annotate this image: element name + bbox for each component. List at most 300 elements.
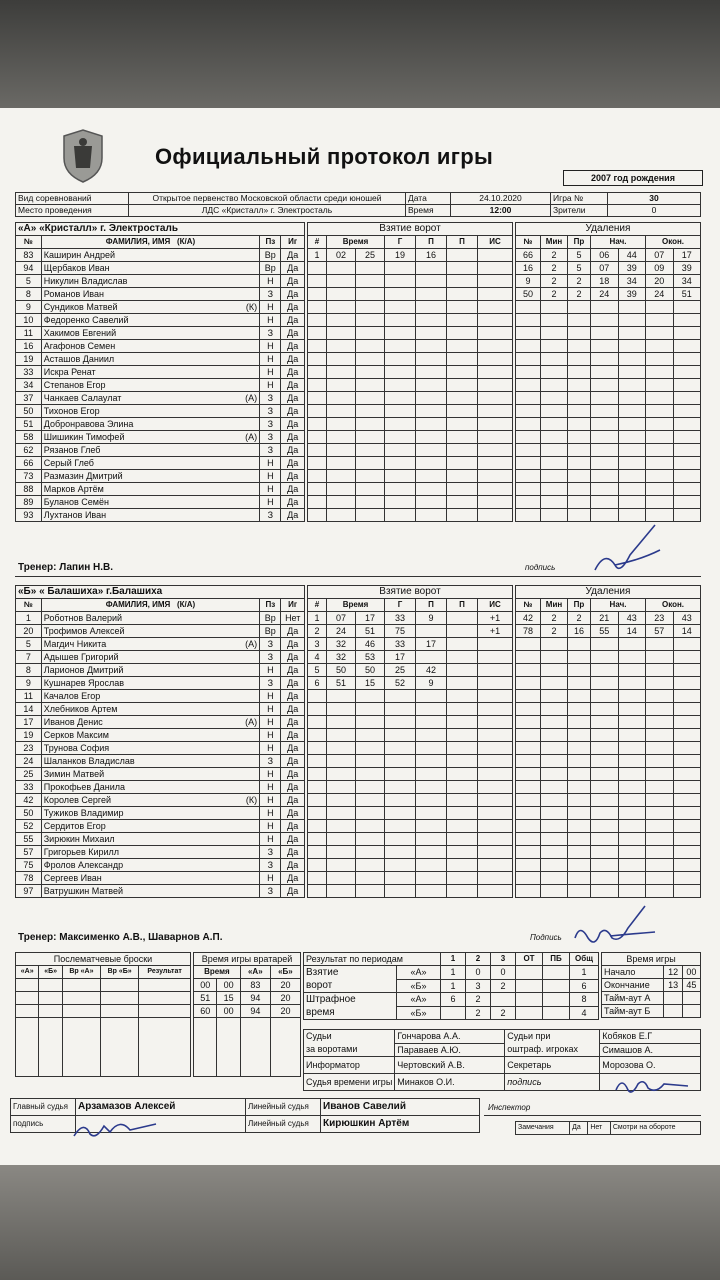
player-row xyxy=(16,690,305,703)
penalty-minutes xyxy=(541,690,568,703)
goal-row xyxy=(308,379,513,392)
penalty-end-min xyxy=(646,379,674,392)
penalty-row xyxy=(516,859,701,872)
goal-assist-2 xyxy=(447,820,478,833)
goal-number xyxy=(308,340,327,353)
pim-a-so xyxy=(543,993,570,1007)
player-name-cell xyxy=(41,690,259,703)
penalty-reason xyxy=(568,496,591,509)
goal-row xyxy=(308,690,513,703)
goal-situation xyxy=(478,379,513,392)
penalty-player xyxy=(516,872,541,885)
player-position: Н xyxy=(260,314,281,327)
player-name: Тихонов Егор xyxy=(43,406,100,416)
player-played: Да xyxy=(281,781,305,794)
player-position: Вр xyxy=(260,612,281,625)
period-results-table xyxy=(303,952,599,1020)
penalty-start-min xyxy=(591,327,619,340)
player-name-cell xyxy=(41,872,259,885)
goal-second: 46 xyxy=(356,638,385,651)
goal-situation xyxy=(478,651,513,664)
col-pz: Пз xyxy=(260,236,281,249)
player-played: Да xyxy=(281,366,305,379)
penalty-start-sec: 44 xyxy=(618,249,646,262)
col-p-start: Нач. xyxy=(591,599,646,612)
penalty-player xyxy=(516,483,541,496)
player-row xyxy=(16,431,305,444)
goal-number xyxy=(308,755,327,768)
player-row xyxy=(16,262,305,275)
goal-assist-2 xyxy=(447,405,478,418)
penalty-minutes xyxy=(541,638,568,651)
goal-row xyxy=(308,820,513,833)
goal-assist-2 xyxy=(447,859,478,872)
goal-assist-2 xyxy=(447,457,478,470)
end-minute: 45 xyxy=(682,979,700,992)
goal-number xyxy=(308,820,327,833)
goal-row xyxy=(308,288,513,301)
player-name-cell xyxy=(41,859,259,872)
goal-number: 6 xyxy=(308,677,327,690)
penalty-row xyxy=(516,651,701,664)
goal-row xyxy=(308,677,513,690)
goal-scorer xyxy=(385,275,416,288)
goalie-sec: 00 xyxy=(217,979,240,992)
penalty-player xyxy=(516,301,541,314)
player-number: 33 xyxy=(16,366,42,379)
team-a-short: «А» xyxy=(397,966,441,980)
game-value: 30 xyxy=(608,193,701,205)
player-name-cell xyxy=(41,677,259,690)
penalty-reason xyxy=(568,301,591,314)
penalty-minutes xyxy=(541,794,568,807)
col-g-time: Время xyxy=(327,236,385,249)
player-number: 20 xyxy=(16,625,42,638)
goalie-row xyxy=(194,1005,301,1018)
goals-b-total: 6 xyxy=(570,979,599,993)
shootout-col-b: «Б» xyxy=(39,966,62,979)
goal-assist-1 xyxy=(416,457,447,470)
player-position: Н xyxy=(260,483,281,496)
goal-situation xyxy=(478,301,513,314)
penalty-reason xyxy=(568,716,591,729)
player-position: Н xyxy=(260,301,281,314)
penalty-minutes xyxy=(541,729,568,742)
goal-minute xyxy=(327,820,356,833)
photo-background-bottom xyxy=(0,1165,720,1280)
penalty-end-sec xyxy=(673,768,701,781)
goal-scorer xyxy=(385,729,416,742)
penalty-reason xyxy=(568,846,591,859)
penalty-start-min xyxy=(591,781,619,794)
goal-assist-1 xyxy=(416,742,447,755)
penalty-minutes xyxy=(541,353,568,366)
goal-scorer xyxy=(385,470,416,483)
penalty-player: 16 xyxy=(516,262,541,275)
main-referee-sign-label: подпись xyxy=(11,1116,76,1133)
penalty-start-min xyxy=(591,366,619,379)
penalty-start-min: 55 xyxy=(591,625,619,638)
goal-assist-1 xyxy=(416,470,447,483)
penalty-end-min xyxy=(646,340,674,353)
goalie-min: 60 xyxy=(194,1005,217,1018)
player-played: Да xyxy=(281,288,305,301)
goal-minute xyxy=(327,807,356,820)
player-position: З xyxy=(260,405,281,418)
goal-assist-1 xyxy=(416,418,447,431)
remarks-see-back: Смотри на обороте xyxy=(610,1122,700,1135)
penalty-start-min xyxy=(591,379,619,392)
goal-second xyxy=(356,807,385,820)
goal-row xyxy=(308,742,513,755)
goal-assist-1 xyxy=(416,275,447,288)
start-minute: 00 xyxy=(682,966,700,979)
penalty-minutes xyxy=(541,457,568,470)
goal-assist-2 xyxy=(447,638,478,651)
goalie-col-b: «Б» xyxy=(270,966,300,979)
goal-number: 2 xyxy=(308,625,327,638)
penalty-end-min xyxy=(646,690,674,703)
goal-row xyxy=(308,249,513,262)
pim-b-ot xyxy=(516,1006,543,1020)
player-position: З xyxy=(260,677,281,690)
pim-label-2: время xyxy=(306,1007,335,1018)
penalty-row xyxy=(516,457,701,470)
penalty-player xyxy=(516,470,541,483)
period-col-ot: ОТ xyxy=(516,953,543,966)
penalty-start-sec xyxy=(618,755,646,768)
penalty-row xyxy=(516,470,701,483)
player-name-cell xyxy=(41,327,259,340)
player-name-cell xyxy=(41,664,259,677)
penalty-start-sec xyxy=(618,742,646,755)
penalty-start-min xyxy=(591,885,619,898)
penalty-row xyxy=(516,431,701,444)
penalty-end-sec: 51 xyxy=(673,288,701,301)
penalty-player xyxy=(516,885,541,898)
player-name-cell xyxy=(41,405,259,418)
goal-second xyxy=(356,457,385,470)
penalty-reason xyxy=(568,872,591,885)
goal-row xyxy=(308,872,513,885)
penalty-end-min xyxy=(646,807,674,820)
goal-assist-1 xyxy=(416,625,447,638)
goal-minute xyxy=(327,690,356,703)
start-hour: 12 xyxy=(664,966,682,979)
penalty-start-sec xyxy=(618,418,646,431)
team-b-goals xyxy=(307,585,513,898)
player-played: Да xyxy=(281,690,305,703)
goal-situation xyxy=(478,288,513,301)
goal-assist-2 xyxy=(447,833,478,846)
goalie-b: 20 xyxy=(270,992,300,1005)
goal-situation xyxy=(478,340,513,353)
penalty-end-min xyxy=(646,820,674,833)
penalty-minutes xyxy=(541,483,568,496)
inspector-line xyxy=(484,1115,701,1116)
player-name-cell xyxy=(41,431,259,444)
player-number: 11 xyxy=(16,690,42,703)
goal-assist-1 xyxy=(416,327,447,340)
penalty-reason: 16 xyxy=(568,625,591,638)
goal-second xyxy=(356,392,385,405)
player-position: Н xyxy=(260,457,281,470)
goal-second xyxy=(356,353,385,366)
penalty-start-min: 18 xyxy=(591,275,619,288)
penalty-player xyxy=(516,729,541,742)
player-row xyxy=(16,392,305,405)
goal-assist-2 xyxy=(447,509,478,522)
penalty-row xyxy=(516,275,701,288)
remarks-label: Замечания xyxy=(516,1122,570,1135)
player-name-cell xyxy=(41,379,259,392)
goal-minute xyxy=(327,431,356,444)
penalty-end-min xyxy=(646,405,674,418)
goal-assist-1 xyxy=(416,833,447,846)
main-referee-name: Арзамазов Алексей xyxy=(76,1099,246,1116)
player-played: Да xyxy=(281,431,305,444)
game-time-title: Время игры xyxy=(602,953,701,966)
penalty-end-min xyxy=(646,742,674,755)
goal-assist-2 xyxy=(447,249,478,262)
penalty-minutes xyxy=(541,755,568,768)
goalie-col-time: Время xyxy=(194,966,241,979)
col-p-end: Окон. xyxy=(646,236,701,249)
player-played: Да xyxy=(281,872,305,885)
goal-scorer xyxy=(385,781,416,794)
goal-assist-2 xyxy=(447,625,478,638)
penalty-row xyxy=(516,327,701,340)
goal-assist-1 xyxy=(416,846,447,859)
player-row xyxy=(16,444,305,457)
penalty-minutes xyxy=(541,509,568,522)
player-name-cell xyxy=(41,509,259,522)
goal-number xyxy=(308,742,327,755)
player-played: Да xyxy=(281,716,305,729)
penalty-start-sec xyxy=(618,651,646,664)
penalty-player xyxy=(516,340,541,353)
penalty-end-min: 24 xyxy=(646,288,674,301)
goal-assist-2 xyxy=(447,794,478,807)
pim-b-p2: 2 xyxy=(466,1006,491,1020)
player-number: 9 xyxy=(16,301,42,314)
player-played: Да xyxy=(281,327,305,340)
penalty-reason xyxy=(568,314,591,327)
penalty-reason xyxy=(568,729,591,742)
penalty-end-sec xyxy=(673,742,701,755)
player-position: З xyxy=(260,755,281,768)
penalty-minutes: 2 xyxy=(541,262,568,275)
goal-assist-1 xyxy=(416,885,447,898)
player-row xyxy=(16,301,305,314)
goal-situation xyxy=(478,353,513,366)
penalty-start-sec xyxy=(618,820,646,833)
goal-situation: +1 xyxy=(478,612,513,625)
player-number: 8 xyxy=(16,664,42,677)
penalty-start-sec xyxy=(618,392,646,405)
goal-second xyxy=(356,833,385,846)
player-number: 89 xyxy=(16,496,42,509)
player-position: Н xyxy=(260,807,281,820)
penalty-player xyxy=(516,379,541,392)
penalty-start-min xyxy=(591,431,619,444)
penalty-minutes: 2 xyxy=(541,612,568,625)
goal-situation xyxy=(478,327,513,340)
player-name-cell xyxy=(41,638,259,651)
player-name-cell xyxy=(41,781,259,794)
coach-name: Максименко А.В., Шаварнов А.П. xyxy=(59,932,223,943)
goal-assist-2 xyxy=(447,301,478,314)
team-b-coach-signature xyxy=(570,898,660,953)
goalie-b: 20 xyxy=(270,1005,300,1018)
player-played: Да xyxy=(281,444,305,457)
goal-row xyxy=(308,833,513,846)
penalty-minutes xyxy=(541,470,568,483)
penalty-row xyxy=(516,846,701,859)
player-position: Н xyxy=(260,664,281,677)
goal-number xyxy=(308,781,327,794)
remarks-yes: Да xyxy=(570,1122,588,1135)
penalty-start-sec xyxy=(618,638,646,651)
goal-situation xyxy=(478,755,513,768)
player-name-cell xyxy=(41,612,259,625)
player-row xyxy=(16,470,305,483)
penalty-reason xyxy=(568,664,591,677)
player-row xyxy=(16,249,305,262)
penalty-reason xyxy=(568,794,591,807)
goal-row xyxy=(308,509,513,522)
penalty-end-sec xyxy=(673,366,701,379)
player-number: 62 xyxy=(16,444,42,457)
player-name-cell xyxy=(41,483,259,496)
penalty-reason xyxy=(568,353,591,366)
player-name: Федоренко Савелий xyxy=(43,315,129,325)
player-name: Сундиков Матвей xyxy=(43,302,118,312)
goal-minute xyxy=(327,327,356,340)
goal-situation xyxy=(478,483,513,496)
penalty-reason: 5 xyxy=(568,249,591,262)
player-played: Да xyxy=(281,833,305,846)
player-name: Иванов Денис xyxy=(43,717,103,727)
penalty-reason: 2 xyxy=(568,288,591,301)
goal-scorer xyxy=(385,288,416,301)
player-position: Н xyxy=(260,794,281,807)
goal-second: 15 xyxy=(356,677,385,690)
periods-title: Результат по периодам xyxy=(304,953,441,966)
penalty-end-sec: 34 xyxy=(673,275,701,288)
goal-number xyxy=(308,509,327,522)
penalty-start-sec xyxy=(618,366,646,379)
player-row xyxy=(16,664,305,677)
player-name-cell xyxy=(41,716,259,729)
goal-scorer: 33 xyxy=(385,612,416,625)
player-name-cell xyxy=(41,768,259,781)
player-position: З xyxy=(260,651,281,664)
team-b-short: «Б» xyxy=(397,1006,441,1020)
penalty-end-min: 07 xyxy=(646,249,674,262)
player-row xyxy=(16,781,305,794)
goal-minute xyxy=(327,301,356,314)
penalty-player xyxy=(516,444,541,457)
player-position: З xyxy=(260,846,281,859)
goal-scorer: 25 xyxy=(385,664,416,677)
goal-number xyxy=(308,353,327,366)
goal-number xyxy=(308,301,327,314)
goal-row xyxy=(308,301,513,314)
goal-assist-1 xyxy=(416,794,447,807)
penalty-start-min xyxy=(591,807,619,820)
player-row xyxy=(16,885,305,898)
player-name: Добронравова Элина xyxy=(43,419,134,429)
goal-row xyxy=(308,366,513,379)
penalty-start-sec xyxy=(618,444,646,457)
goal-minute: 02 xyxy=(327,249,356,262)
penalty-row xyxy=(516,833,701,846)
player-name-cell xyxy=(41,885,259,898)
penalty-end-min xyxy=(646,638,674,651)
goalie-row xyxy=(194,992,301,1005)
goal-minute xyxy=(327,509,356,522)
pim-a-p1: 6 xyxy=(441,993,466,1007)
penalty-start-min xyxy=(591,859,619,872)
col-ig: Иг xyxy=(281,599,305,612)
goal-scorer xyxy=(385,509,416,522)
player-number: 11 xyxy=(16,327,42,340)
penalty-start-min xyxy=(591,846,619,859)
team-a-coach-signature xyxy=(585,520,665,580)
goal-minute xyxy=(327,340,356,353)
player-position: З xyxy=(260,418,281,431)
player-row xyxy=(16,638,305,651)
shootout-title: Послематчевые броски xyxy=(16,953,191,966)
player-position: Вр xyxy=(260,625,281,638)
penalty-end-min xyxy=(646,418,674,431)
penalty-start-min xyxy=(591,457,619,470)
col-p-num: № xyxy=(516,236,541,249)
penalty-minutes xyxy=(541,742,568,755)
penalty-row xyxy=(516,794,701,807)
goal-minute xyxy=(327,314,356,327)
player-name: Лухтанов Иван xyxy=(43,510,107,520)
penalty-start-min xyxy=(591,716,619,729)
penalty-player: 78 xyxy=(516,625,541,638)
goal-second xyxy=(356,366,385,379)
goal-scorer xyxy=(385,366,416,379)
penalty-player xyxy=(516,314,541,327)
penalty-reason xyxy=(568,431,591,444)
team-a-name: «А» «Кристалл» г. Электросталь xyxy=(16,223,305,236)
player-position: Н xyxy=(260,820,281,833)
player-played: Да xyxy=(281,846,305,859)
goal-number xyxy=(308,392,327,405)
goal-second xyxy=(356,820,385,833)
goal-number xyxy=(308,418,327,431)
pen-title: Удаления xyxy=(516,586,701,599)
penalty-start-sec: 39 xyxy=(618,262,646,275)
penalty-player xyxy=(516,509,541,522)
penalty-row xyxy=(516,288,701,301)
goal-number xyxy=(308,703,327,716)
goal-scorer xyxy=(385,340,416,353)
penalty-player xyxy=(516,820,541,833)
penalty-start-sec xyxy=(618,690,646,703)
goal-minute xyxy=(327,703,356,716)
penalty-start-sec xyxy=(618,405,646,418)
goal-assist-1 xyxy=(416,729,447,742)
penalty-reason xyxy=(568,366,591,379)
penalty-minutes xyxy=(541,301,568,314)
player-name: Искра Ренат xyxy=(43,367,96,377)
